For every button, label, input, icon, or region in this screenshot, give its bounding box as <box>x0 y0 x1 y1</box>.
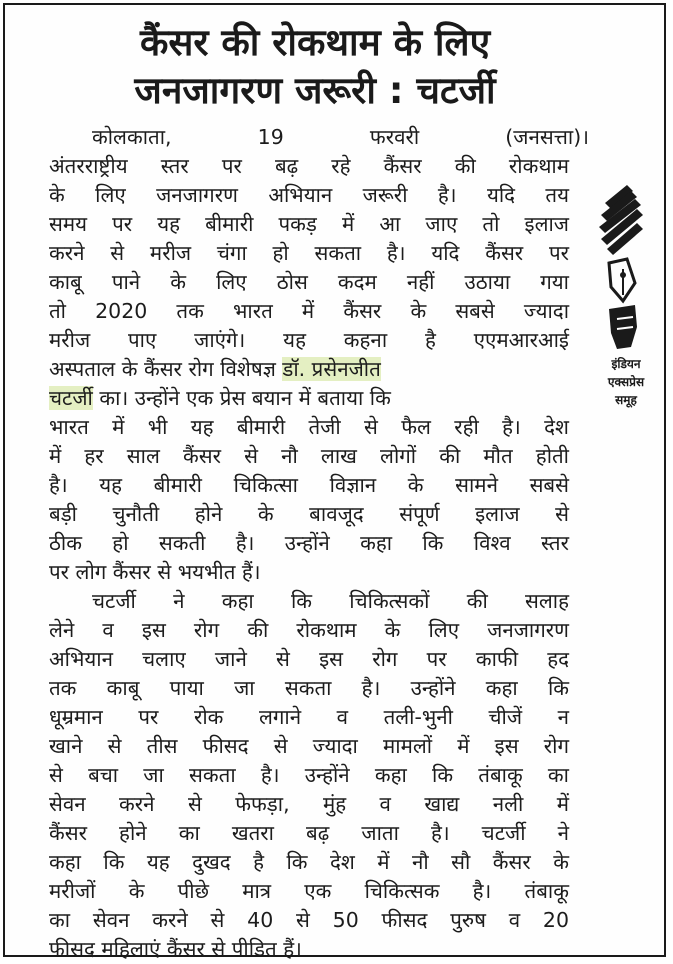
article-line-text: अस्पताल के कैंसर रोग विशेषज्ञ <box>49 357 283 381</box>
article-line: कोलकाता, 19 फरवरी (जनसत्ता)। <box>92 125 589 149</box>
highlighted-name: डॉ. प्रसेनजीत <box>282 357 381 381</box>
article-line: मरीज पाए जाएंगे। यह कहना है एएमआरआई <box>49 328 569 352</box>
article-line: करने से मरीज चंगा हो सकता है। यदि कैंसर पर <box>49 241 569 265</box>
article-line-text: का। उन्होंने एक प्रेस बयान में बताया कि <box>92 386 391 410</box>
article-line: का सेवन करने से 40 से 50 फीसद पुरुष व 20 <box>49 908 569 932</box>
article-line: लेने व इस रोग की रोकथाम के लिए जनजागरण <box>49 618 569 642</box>
article-line: सेवन करने से फेफड़ा, मुंह व खाद्य नली में <box>49 792 569 816</box>
headline-line-2: जनजागरण जरूरी : चटर्जी <box>134 69 496 112</box>
article-line: खाने से तीस फीसद से ज्यादा मामलों में इस रोग <box>49 734 569 758</box>
logo-caption-line-1: इंडियन <box>611 357 641 371</box>
article-line: के लिए जनजागरण अभियान जरूरी है। यदि तय <box>49 183 569 207</box>
article-line: चटर्जी ने कहा कि चिकित्सकों की सलाह <box>92 589 569 613</box>
article-line: में हर साल कैंसर से नौ लाख लोगों की मौत होती <box>49 444 569 468</box>
article-line: पर लोग कैंसर से भयभीत हैं। <box>49 560 261 584</box>
logo-caption-line-2: एक्सप्रेस <box>607 375 645 389</box>
article-line: काबू पाने के लिए ठोस कदम नहीं उठाया गया <box>49 270 569 294</box>
article-line <box>49 355 569 384</box>
article-line <box>49 384 569 413</box>
article-line: भारत में भी यह बीमारी तेजी से फैल रही है। देश <box>49 415 569 439</box>
article-line: बड़ी चुनौती होने के बावजूद संपूर्ण इलाज से <box>49 502 569 526</box>
headline <box>25 19 605 115</box>
article-line: तो 2020 तक भारत में कैंसर के सबसे ज्यादा <box>49 299 569 323</box>
article-line: कहा कि यह दुखद है कि देश में नौ सौ कैंसर के <box>49 850 569 874</box>
article-line: है। यह बीमारी चिकित्सा विज्ञान के सामने सबसे <box>49 473 569 497</box>
article-line: समय पर यह बीमारी पकड़ में आ जाए तो इलाज <box>49 212 569 236</box>
article-line: कैंसर होने का खतरा बढ़ जाता है। चटर्जी ने <box>49 821 569 845</box>
logo-caption <box>587 355 665 409</box>
highlighted-name: चटर्जी <box>49 386 93 410</box>
article-line: तक काबू पाया जा सकता है। उन्होंने कहा कि <box>49 676 569 700</box>
article-line: धूम्रमान पर रोक लगाने व तली-भुनी चीजें न <box>49 705 569 729</box>
newspaper-clipping <box>3 3 666 961</box>
article-line: अंतरराष्ट्रीय स्तर पर बढ़ रहे कैंसर की रोकथाम <box>49 154 569 178</box>
article-line: से बचा जा सकता है। उन्होंने कहा कि तंबाकू का <box>49 763 569 787</box>
logo-caption-line-3: समूह <box>615 393 637 407</box>
headline-line-1: कैंसर की रोकथाम के लिए <box>139 21 491 64</box>
article-line: ठीक हो सकती है। उन्होंने कहा कि विश्व स्तर <box>49 531 569 555</box>
article-line: फीसद महिलाएं कैंसर से पीडित हैं। <box>49 937 302 961</box>
article-line: अभियान चलाए जाने से इस रोग पर काफी हद <box>49 647 569 671</box>
article-line: मरीजों के पीछे मात्र एक चिकित्सक है। तंबाकू <box>49 879 569 903</box>
